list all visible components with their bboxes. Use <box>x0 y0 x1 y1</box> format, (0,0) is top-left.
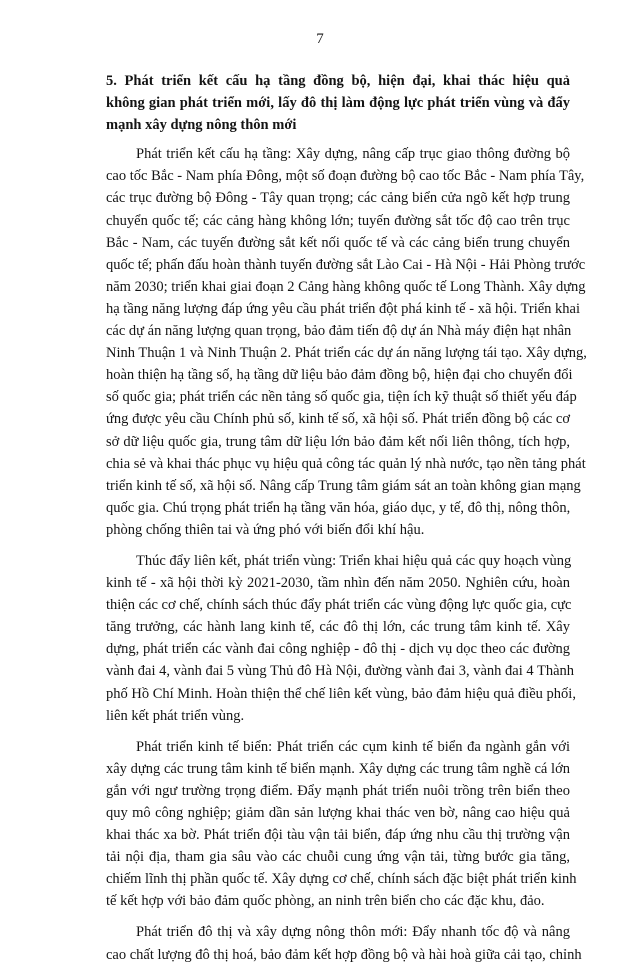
paragraph-line: quy mô công nghiệp; giảm dần sản lượng khai thác ven bờ, nâng cao hiệu quả <box>106 805 570 821</box>
paragraph-line: cao chất lượng đô thị hoá, bảo đảm kết hợp đồng bộ và hài hoà giữa cải tạo, chỉnh <box>106 946 582 963</box>
paragraph-line: các dự án năng lượng quan trọng, bảo đảm tiến độ dự án Nhà máy điện hạt nhân <box>106 323 572 340</box>
paragraph-line: phố Hồ Chí Minh. Hoàn thiện thể chế liên kết vùng, bảo đảm hiệu quả điều phối, <box>106 685 576 702</box>
paragraph-line: quốc tế; phấn đấu hoàn thành tuyến đường sắt Lào Cai - Hà Nội - Hải Phòng trước <box>106 256 586 273</box>
paragraph-line: Phát triển kinh tế biển: Phát triển các cụm kinh tế biển đa ngành gắn với <box>136 738 570 755</box>
paragraph-line: triển kinh tế số, xã hội số. Nâng cấp Trung tâm giám sát an toàn không gian mạng <box>106 477 581 494</box>
paragraph-line: tải nội địa, tham gia sâu vào các chuỗi cung ứng vận tải, từng bước gia tăng, <box>106 849 570 866</box>
paragraph-line: phòng chống thiên tai và ứng phó với biến đổi khí hậu. <box>106 521 425 538</box>
paragraphs <box>106 143 587 965</box>
page-number: 7 <box>316 31 324 47</box>
paragraph-line: chia sẻ và khai thác phục vụ hiệu quả công tác quản lý nhà nước, tạo nền tảng phát <box>106 455 586 472</box>
paragraph-line: Phát triển đô thị và xây dựng nông thôn mới: Đẩy nhanh tốc độ và nâng <box>136 924 570 941</box>
paragraph-line: Phát triển kết cấu hạ tầng: Xây dựng, nâng cấp trục giao thông đường bộ <box>136 146 570 163</box>
section-heading <box>106 70 570 136</box>
paragraph-line: các trục đường bộ Đông - Tây quan trọng; các cảng biển cửa ngõ kết hợp trung <box>106 190 570 207</box>
paragraph-line: tế kết hợp với bảo đảm quốc phòng, an ninh trên biển cho các đặc khu, đảo. <box>106 893 545 910</box>
heading-line: 5. Phát triển kết cấu hạ tầng đồng bộ, hiện đại, khai thác hiệu quả <box>106 73 570 89</box>
paragraph-line: liên kết phát triển vùng. <box>106 707 245 724</box>
paragraph-line: sở dữ liệu quốc gia, trung tâm dữ liệu lớn bảo đảm kết nối liên thông, tích hợp, <box>106 433 570 450</box>
paragraph-line: cao tốc Bắc - Nam phía Đông, một số đoạn đường bộ cao tốc Bắc - Nam phía Tây, <box>106 168 585 185</box>
paragraph <box>106 736 577 913</box>
paragraph-line: năm 2030; triển khai giai đoạn 2 Cảng hàng không quốc tế Long Thành. Xây dựng <box>106 278 586 295</box>
paragraph-line: khai thác xa bờ. Phát triển đội tàu vận tải biển, đáp ứng nhu cầu thị trường vận <box>106 827 570 844</box>
paragraph <box>106 550 576 727</box>
paragraph-line: Ninh Thuận 1 và Ninh Thuận 2. Phát triển các dự án năng lượng tái tạo. Xây dựng, <box>106 345 587 362</box>
paragraph-line: số quốc gia; phát triển các nền tảng số quốc gia, tiện ích kỹ thuật số thiết yếu đáp <box>106 389 577 406</box>
paragraph-line: chiếm lĩnh thị phần quốc tế. Xây dựng cơ chế, chính sách đặc biệt phát triển kinh <box>106 871 577 888</box>
paragraph-line: hoàn thiện hạ tầng số, hạ tầng dữ liệu bảo đảm đồng bộ, hiện đại cho chuyển đổi <box>106 367 573 384</box>
paragraph-line: gắn với ngư trường trọng điểm. Đẩy mạnh phát triển nuôi trồng trên biển theo <box>106 782 570 799</box>
heading-line: mạnh xây dựng nông thôn mới <box>106 117 297 134</box>
paragraph-line: xây dựng các trung tâm kinh tế biển mạnh. Xây dựng các trung tâm nghề cá lớn <box>106 760 570 777</box>
paragraph-line: vành đai 4, vành đai 5 vùng Thủ đô Hà Nội, đường vành đai 3, vành đai 4 Thành <box>106 663 575 680</box>
paragraph-line: tăng trưởng, các hành lang kinh tế, các đô thị lớn, các trung tâm kinh tế. Xây <box>106 619 570 636</box>
paragraph-line: dựng, phát triển các vành đai công nghiệp - đô thị - dịch vụ dọc theo các đường <box>106 641 570 658</box>
paragraph-line: Thúc đẩy liên kết, phát triển vùng: Triển khai hiệu quả các quy hoạch vùng <box>136 552 572 569</box>
paragraph-line: Bắc - Nam, các tuyến đường sắt kết nối quốc tế và các cảng biển trung chuyển <box>106 234 570 251</box>
heading-line: không gian phát triển mới, lấy đô thị làm động lực phát triển vùng và đẩy <box>106 95 570 112</box>
paragraph-line: ứng được yêu cầu Chính phủ số, kinh tế số, xã hội số. Phát triển đồng bộ các cơ <box>106 411 570 428</box>
paragraph-line: hạ tầng năng lượng đáp ứng yêu cầu phát triển đột phá kinh tế - xã hội. Triển khai <box>106 300 580 317</box>
paragraph-line: thiện các cơ chế, chính sách thúc đẩy phát triển các vùng động lực quốc gia, cực <box>106 597 572 614</box>
paragraph <box>106 921 582 965</box>
paragraph-line: quốc gia. Chú trọng phát triển hạ tầng văn hóa, giáo dục, y tế, đô thị, nông thôn, <box>106 499 571 516</box>
paragraph <box>106 143 587 541</box>
document-body <box>106 70 587 966</box>
paragraph-line: chuyển quốc tế; các cảng hàng không lớn; tuyến đường sắt tốc độ cao trên trục <box>106 212 570 229</box>
paragraph-line: kinh tế - xã hội thời kỳ 2021-2030, tầm nhìn đến năm 2050. Nghiên cứu, hoàn <box>106 575 570 592</box>
